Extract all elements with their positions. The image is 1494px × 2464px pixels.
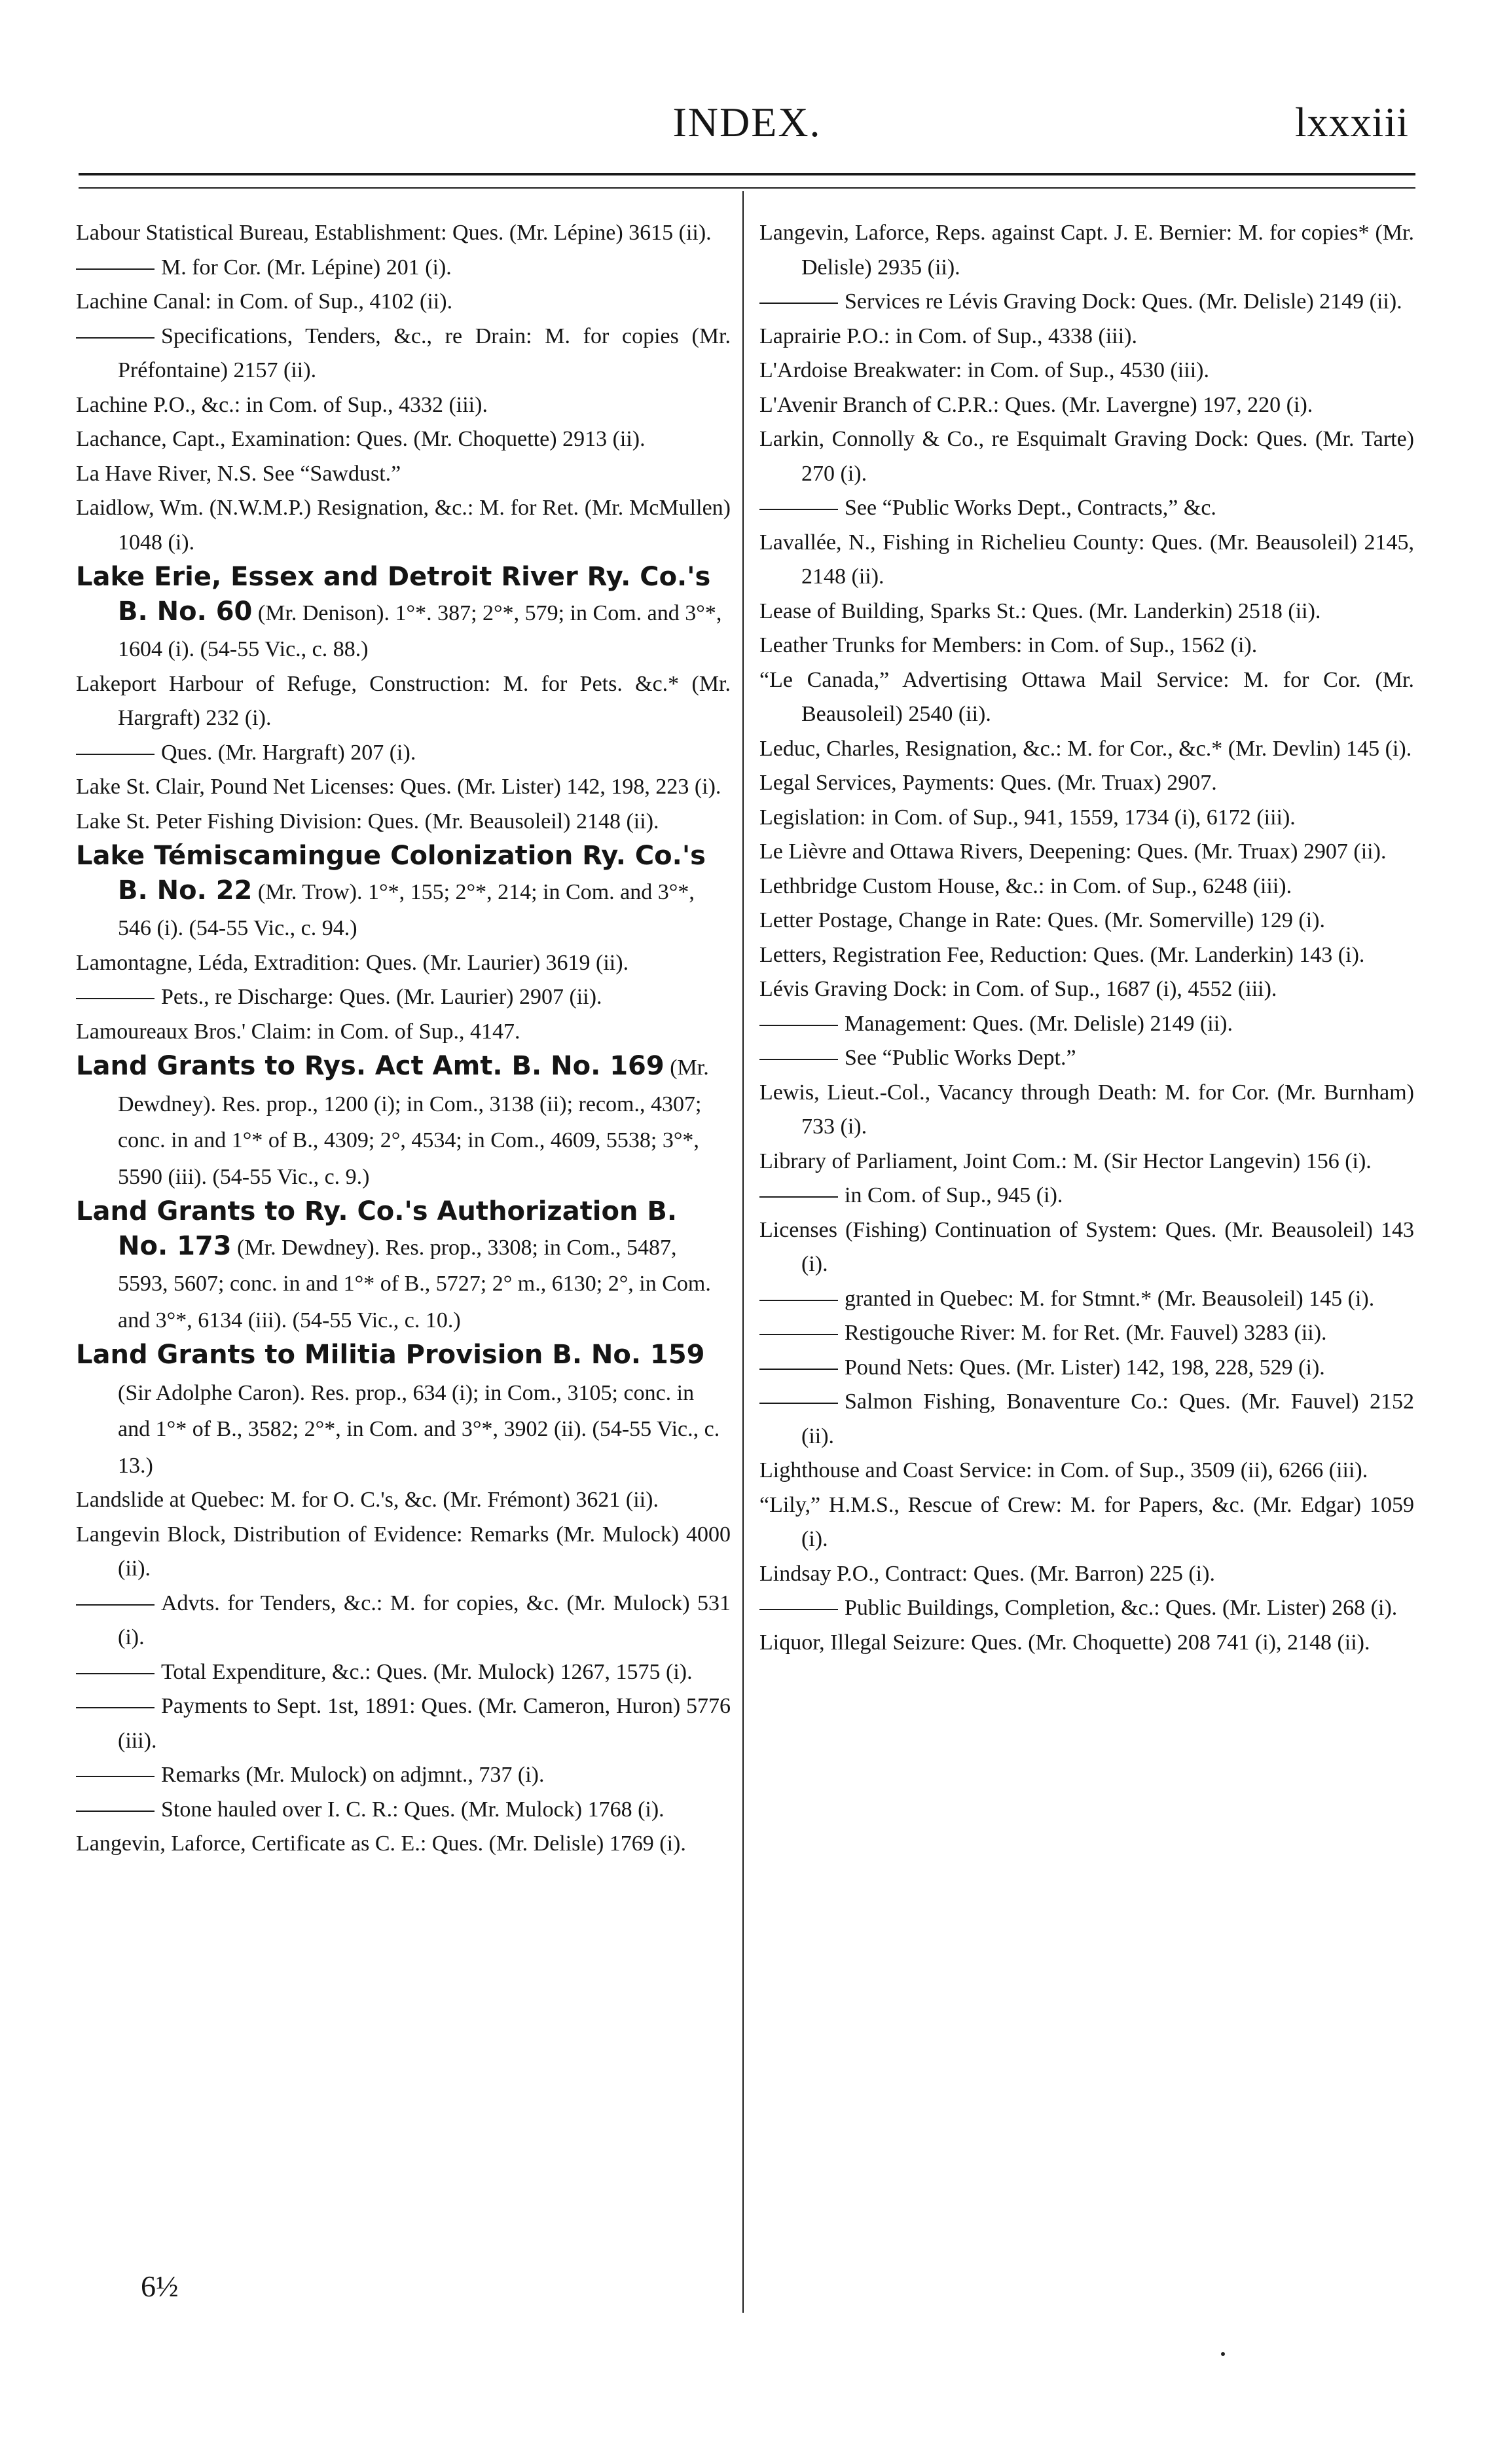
ditto-dash [759,1025,838,1026]
index-subentry [76,1655,731,1690]
bill-title: Land Grants to Militia Provision B. No. 159 [76,1340,705,1370]
index-entry: Library of Parliament, Joint Com.: M. (Sir Hector Langevin) 156 (i). [759,1149,1372,1173]
index-entry-bill [76,560,731,667]
index-entry: Liquor, Illegal Seizure: Ques. (Mr. Choquette) 208 741 (i), 2148 (ii). [759,1630,1370,1655]
index-entry: Lease of Building, Sparks St.: Ques. (Mr. Landerkin) 2518 (ii). [759,598,1321,623]
index-subentry [76,736,731,771]
ditto-dash [759,509,838,510]
bill-title: Land Grants to Rys. Act Amt. B. No. 169 [76,1051,665,1081]
signature-mark: 6½ [141,2270,179,2303]
bill-references: (Mr. Dewdney). Res. prop., 3308; in Com., 5487, 5593, 5607; conc. in and 1°* of B., 5727; 2° m., 6130; 2°, in Com. and 3°*, 6134 (iii). (54-55 Vic., c. 10.) [118,1235,711,1333]
index-subentry [759,1041,1414,1076]
subentry-text: Public Buildings, Completion, &c.: Ques. (Mr. Lister) 268 (i). [845,1596,1398,1620]
index-subentry [759,1351,1414,1386]
ditto-dash [759,1196,838,1198]
page-title: INDEX. [672,99,822,145]
subentry-text: Salmon Fishing, Bonaventure Co.: Ques. (Mr. Fauvel) 2152 (ii). [801,1389,1414,1448]
ditto-dash [759,1300,838,1301]
index-entry: La Have River, N.S. See “Sawdust.” [76,461,401,486]
subentry-text: Management: Ques. (Mr. Delisle) 2149 (ii). [845,1011,1233,1036]
index-entry-bill [76,1194,731,1338]
subentry-text: M. for Cor. (Mr. Lépine) 201 (i). [161,255,452,280]
index-entry: Labour Statistical Bureau, Establishment: Ques. (Mr. Lépine) 3615 (ii). [76,221,712,245]
index-entry: Le Lièvre and Ottawa Rivers, Deepening: Ques. (Mr. Truax) 2907 (ii). [759,839,1387,864]
index-subentry [76,320,731,388]
print-speck [1221,2352,1225,2356]
subentry-text: Remarks (Mr. Mulock) on adjmnt., 737 (i). [161,1763,545,1787]
index-subentry [76,1689,731,1758]
index-subentry [76,980,731,1015]
index-subentry [76,1793,731,1828]
index-entry: Larkin, Connolly & Co., re Esquimalt Graving Dock: Ques. (Mr. Tarte) 270 (i). [759,427,1414,486]
index-subentry [759,1385,1414,1454]
index-subentry [759,1007,1414,1042]
ditto-dash [76,1811,155,1812]
index-entry: Leather Trunks for Members: in Com. of Sup., 1562 (i). [759,633,1258,657]
bill-references: (Mr. Denison). 1°*. 387; 2°*, 579; in Com. and 3°*, 1604 (i). (54-55 Vic., c. 88.) [118,600,722,661]
index-subentry [759,1316,1414,1351]
bill-references: (Sir Adolphe Caron). Res. prop., 634 (i); in Com., 3105; conc. in and 1°* of B., 3582; 2°*, in Com. and 3°*, 3902 (ii). (54-55 Vic., c. 13.) [118,1380,720,1478]
bill-references: (Mr. Dewdney). Res. prop., 1200 (i); in Com., 3138 (ii); recom., 4307; conc. in and 1°* of B., 4309; 2°, 4534; in Com., 4609, 5538; 3°*, 5590 (iii). (54-55 Vic., c. 9.) [118,1056,709,1189]
index-entry: Licenses (Fishing) Continuation of System: Ques. (Mr. Beausoleil) 143 (i). [759,1217,1414,1276]
ditto-dash [76,1776,155,1777]
index-subentry [759,1282,1414,1317]
bill-title: Lake Erie, Essex and Detroit River Ry. Co.'s B. No. 60 [76,562,711,627]
subentry-text: Specifications, Tenders, &c., re Drain: M. for copies (Mr. Préfontaine) 2157 (ii). [118,323,731,382]
index-entry: Lindsay P.O., Contract: Ques. (Mr. Barron) 225 (i). [759,1561,1215,1586]
ditto-dash [76,1707,155,1708]
index-entry: Letter Postage, Change in Rate: Ques. (Mr. Somerville) 129 (i). [759,908,1325,932]
index-entry: Leduc, Charles, Resignation, &c.: M. for Cor., &c.* (Mr. Devlin) 145 (i). [759,736,1412,761]
subentry-text: See “Public Works Dept.” [845,1046,1076,1070]
subentry-text: See “Public Works Dept., Contracts,” &c. [845,496,1216,520]
ditto-dash [759,303,838,304]
index-entry: “Le Canada,” Advertising Ottawa Mail Service: M. for Cor. (Mr. Beausoleil) 2540 (ii). [759,667,1414,726]
index-entry-bill [76,839,731,946]
subentry-text: Payments to Sept. 1st, 1891: Ques. (Mr. Cameron, Huron) 5776 (iii). [118,1694,731,1753]
index-entry: Landslide at Quebec: M. for O. C.'s, &c. (Mr. Frémont) 3621 (ii). [76,1488,659,1512]
index-entry: Langevin, Laforce, Certificate as C. E.: Ques. (Mr. Delisle) 1769 (i). [76,1831,686,1856]
subentry-text: Advts. for Tenders, &c.: M. for copies, &c. (Mr. Mulock) 531 (i). [118,1591,731,1649]
bill-title: Lake Témiscamingue Colonization Ry. Co.'s B. No. 22 [76,841,706,906]
subentry-text: Services re Lévis Graving Dock: Ques. (Mr. Delisle) 2149 (ii). [845,289,1402,314]
column-divider [742,191,744,2313]
bill-title: Land Grants to Ry. Co.'s Authorization B. No. 173 [76,1196,678,1261]
page-number: lxxxiii [1294,99,1409,145]
index-subentry [759,1591,1414,1626]
index-entry: Lamontagne, Léda, Extradition: Ques. (Mr. Laurier) 3619 (ii). [76,950,629,975]
index-subentry [76,1758,731,1793]
index-entry-bill [76,1338,731,1483]
index-entry: Langevin Block, Distribution of Evidence: Remarks (Mr. Mulock) 4000 (ii). [76,1522,731,1581]
index-entry: Lamoureaux Bros.' Claim: in Com. of Sup., 4147. [76,1019,520,1044]
subentry-text: Pound Nets: Ques. (Mr. Lister) 142, 198, 228, 529 (i). [845,1355,1325,1380]
index-subentry [76,1587,731,1655]
index-entry: Lake St. Clair, Pound Net Licenses: Ques. (Mr. Lister) 142, 198, 223 (i). [76,775,721,799]
index-entry: Langevin, Laforce, Reps. against Capt. J. E. Bernier: M. for copies* (Mr. Delisle) 2935 (ii). [759,221,1414,280]
ditto-dash [759,1369,838,1370]
header-rule-secondary [79,187,1415,189]
left-column [76,216,731,1862]
index-entry-bill [76,1049,731,1194]
ditto-dash [76,1604,155,1606]
index-subentry [759,491,1414,526]
ditto-dash [759,1059,838,1060]
index-entry: Lavallée, N., Fishing in Richelieu County: Ques. (Mr. Beausoleil) 2145, 2148 (ii). [759,530,1414,589]
index-entry: Lachance, Capt., Examination: Ques. (Mr. Choquette) 2913 (ii). [76,427,646,451]
index-subentry [759,285,1414,320]
index-entry: Laprairie P.O.: in Com. of Sup., 4338 (iii). [759,323,1138,348]
index-subentry [759,1179,1414,1213]
right-column [759,216,1414,1660]
index-entry: Lachine Canal: in Com. of Sup., 4102 (ii). [76,289,453,314]
header-rule [79,173,1415,175]
ditto-dash [76,754,155,755]
index-entry: Legal Services, Payments: Ques. (Mr. Truax) 2907. [759,771,1217,795]
index-entry: L'Avenir Branch of C.P.R.: Ques. (Mr. Lavergne) 197, 220 (i). [759,392,1313,417]
subentry-text: Pets., re Discharge: Ques. (Mr. Laurier) 2907 (ii). [161,985,602,1009]
subentry-text: Restigouche River: M. for Ret. (Mr. Fauvel) 3283 (ii). [845,1321,1327,1345]
index-entry: Lévis Graving Dock: in Com. of Sup., 1687 (i), 4552 (iii). [759,977,1277,1001]
subentry-text: Total Expenditure, &c.: Ques. (Mr. Mulock) 1267, 1575 (i). [161,1659,693,1684]
ditto-dash [76,268,155,270]
subentry-text: Stone hauled over I. C. R.: Ques. (Mr. Mulock) 1768 (i). [161,1797,665,1822]
index-entry: Lethbridge Custom House, &c.: in Com. of Sup., 6248 (iii). [759,873,1292,898]
index-entry: L'Ardoise Breakwater: in Com. of Sup., 4530 (iii). [759,358,1209,382]
page-header [0,98,1494,157]
subentry-text: Ques. (Mr. Hargraft) 207 (i). [161,740,416,765]
index-entry: Legislation: in Com. of Sup., 941, 1559, 1734 (i), 6172 (iii). [759,805,1296,830]
index-entry: Lewis, Lieut.-Col., Vacancy through Death: M. for Cor. (Mr. Burnham) 733 (i). [759,1080,1414,1139]
ditto-dash [759,1609,838,1610]
subentry-text: granted in Quebec: M. for Stmnt.* (Mr. Beausoleil) 145 (i). [845,1286,1375,1311]
index-subentry [76,251,731,285]
index-entry: Lake St. Peter Fishing Division: Ques. (Mr. Beausoleil) 2148 (ii). [76,809,659,834]
index-entry: Lakeport Harbour of Refuge, Construction: M. for Pets. &c.* (Mr. Hargraft) 232 (i). [76,671,731,730]
index-entry: Letters, Registration Fee, Reduction: Ques. (Mr. Landerkin) 143 (i). [759,942,1365,967]
ditto-dash [76,337,155,339]
ditto-dash [759,1403,838,1404]
subentry-text: in Com. of Sup., 945 (i). [845,1183,1063,1207]
ditto-dash [76,1673,155,1674]
index-entry: Laidlow, Wm. (N.W.M.P.) Resignation, &c.: M. for Ret. (Mr. McMullen) 1048 (i). [76,496,731,555]
index-entry: Lachine P.O., &c.: in Com. of Sup., 4332 (iii). [76,392,488,417]
bill-references: (Mr. Trow). 1°*, 155; 2°*, 214; in Com. and 3°*, 546 (i). (54-55 Vic., c. 94.) [118,879,695,940]
ditto-dash [76,998,155,999]
index-entry: “Lily,” H.M.S., Rescue of Crew: M. for Papers, &c. (Mr. Edgar) 1059 (i). [759,1492,1414,1551]
ditto-dash [759,1334,838,1335]
index-entry: Lighthouse and Coast Service: in Com. of Sup., 3509 (ii), 6266 (iii). [759,1458,1368,1482]
